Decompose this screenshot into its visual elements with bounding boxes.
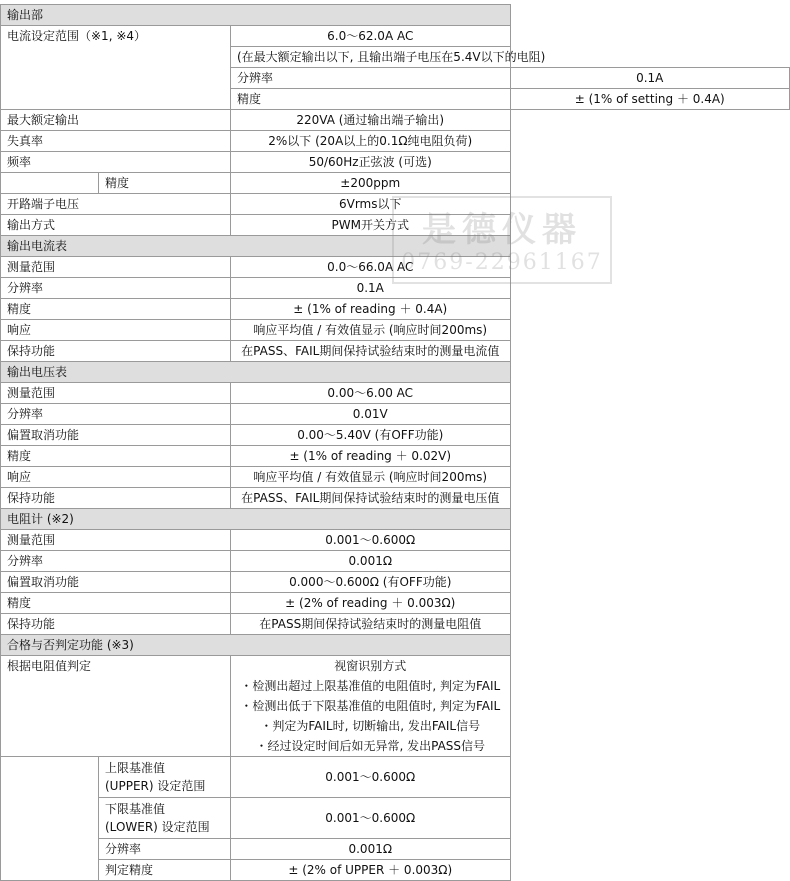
spec-row [1, 383, 790, 404]
row-value: 0.001～0.600Ω [231, 757, 511, 798]
row-value: 0.1A [231, 278, 511, 299]
section-title: 合格与否判定功能 (※3) [1, 635, 511, 656]
row-value: 在PASS期间保持试验结束时的测量电阻值 [231, 614, 511, 635]
row-label: 响应 [1, 320, 231, 341]
spec-row [1, 614, 790, 635]
judgment-line: ・判定为FAIL时, 切断输出, 发出FAIL信号 [260, 719, 481, 733]
row-label: 精度 [1, 299, 231, 320]
spec-row [1, 341, 790, 362]
section-ammeter-header [1, 236, 790, 257]
row-value: 6Vrms以下 [231, 194, 511, 215]
row-label: 分辨率 [1, 404, 231, 425]
section-ohmmeter-header [1, 509, 790, 530]
row-label: 测量范围 [1, 257, 231, 278]
row-value: 0.001～0.600Ω [231, 798, 511, 839]
spec-row [1, 860, 790, 881]
spec-row [1, 194, 790, 215]
spec-row [1, 467, 790, 488]
row-label: 测量范围 [1, 530, 231, 551]
section-voltmeter-header [1, 362, 790, 383]
row-label: 保持功能 [1, 341, 231, 362]
spec-row [1, 278, 790, 299]
row-value: 在PASS、FAIL期间保持试验结束时的测量电流值 [231, 341, 511, 362]
judgment-line: 视窗识别方式 [334, 659, 407, 673]
spec-row [1, 131, 790, 152]
row-label-blank [1, 173, 99, 194]
sub-label: 精度 [231, 89, 511, 110]
row-value: ±200ppm [231, 173, 511, 194]
sub-label: 分辨率 [99, 839, 231, 860]
section-title: 输出部 [1, 5, 511, 26]
sub-label: 判定精度 [99, 860, 231, 881]
row-label: 根据电阻值判定 [1, 656, 231, 757]
section-output-header [1, 5, 790, 26]
row-value: PWM开关方式 [231, 215, 511, 236]
row-value: 0.001Ω [231, 551, 511, 572]
spec-row [1, 656, 790, 757]
spec-row [1, 173, 790, 194]
row-label: 频率 [1, 152, 231, 173]
sub-label: 上限基准值 (UPPER) 设定范围 [99, 757, 231, 798]
spec-row [1, 215, 790, 236]
row-value: 50/60Hz正弦波 (可选) [231, 152, 511, 173]
row-value: 220VA (通过输出端子输出) [231, 110, 511, 131]
spec-row [1, 299, 790, 320]
row-label: 精度 [1, 593, 231, 614]
sub-label: 下限基准值 (LOWER) 设定范围 [99, 798, 231, 839]
row-value: 0.0～66.0A AC [231, 257, 511, 278]
spec-row [1, 488, 790, 509]
row-value: 在PASS、FAIL期间保持试验结束时的测量电压值 [231, 488, 511, 509]
row-label: 响应 [1, 467, 231, 488]
row-label: 保持功能 [1, 488, 231, 509]
section-title: 输出电压表 [1, 362, 511, 383]
spec-row [1, 110, 790, 131]
row-label: 偏置取消功能 [1, 572, 231, 593]
row-value: 0.1A [510, 68, 790, 89]
row-label: 偏置取消功能 [1, 425, 231, 446]
row-label: 精度 [1, 446, 231, 467]
row-value: ± (1% of setting ＋ 0.4A) [510, 89, 790, 110]
row-label: 分辨率 [1, 551, 231, 572]
judgment-line: ・检测出超过上限基准值的电阻值时, 判定为FAIL [240, 679, 501, 693]
row-value: 6.0～62.0A AC [231, 26, 511, 47]
row-value: 0.000～0.600Ω (有OFF功能) [231, 572, 511, 593]
sub-label: 精度 [99, 173, 231, 194]
spec-row [1, 798, 790, 839]
row-label: 保持功能 [1, 614, 231, 635]
spec-row [1, 446, 790, 467]
spec-row [1, 551, 790, 572]
watermark-title: 是德仪器 [422, 210, 582, 250]
row-label: 电流设定范围（※1, ※4） [1, 26, 231, 110]
row-value: 0.01V [231, 404, 511, 425]
row-label: 失真率 [1, 131, 231, 152]
row-label: 分辨率 [1, 278, 231, 299]
spec-row [1, 152, 790, 173]
row-label: 开路端子电压 [1, 194, 231, 215]
row-label: 最大额定输出 [1, 110, 231, 131]
spec-table [0, 4, 790, 881]
row-value: ± (2% of UPPER ＋ 0.003Ω) [231, 860, 511, 881]
judgment-description [231, 656, 511, 757]
spec-row [1, 320, 790, 341]
section-title: 电阻计 (※2) [1, 509, 511, 530]
spec-row [1, 26, 790, 47]
row-value: ± (1% of reading ＋ 0.02V) [231, 446, 511, 467]
row-label: 输出方式 [1, 215, 231, 236]
spec-row [1, 530, 790, 551]
section-judgment-header [1, 635, 790, 656]
spec-row [1, 404, 790, 425]
row-value: 0.00～5.40V (有OFF功能) [231, 425, 511, 446]
row-value: 0.00～6.00 AC [231, 383, 511, 404]
watermark-phone: 0769-22961167 [401, 250, 603, 275]
row-value: ± (2% of reading ＋ 0.003Ω) [231, 593, 511, 614]
row-value: 响应平均值 / 有效值显示 (响应时间200ms) [231, 467, 511, 488]
judgment-line: ・检测出低于下限基准值的电阻值时, 判定为FAIL [240, 699, 501, 713]
row-note: (在最大额定输出以下, 且输出端子电压在5.4V以下的电阻) [231, 47, 511, 68]
spec-row [1, 257, 790, 278]
row-value: 2%以下 (20A以上的0.1Ω纯电阻负荷) [231, 131, 511, 152]
sub-label: 分辨率 [231, 68, 511, 89]
spec-row [1, 593, 790, 614]
row-value: 0.001Ω [231, 839, 511, 860]
spec-row [1, 425, 790, 446]
row-value: 0.001～0.600Ω [231, 530, 511, 551]
row-value: 响应平均值 / 有效值显示 (响应时间200ms) [231, 320, 511, 341]
section-title: 输出电流表 [1, 236, 511, 257]
row-value: ± (1% of reading ＋ 0.4A) [231, 299, 511, 320]
spec-row [1, 757, 790, 798]
row-label: 测量范围 [1, 383, 231, 404]
judgment-line: ・经过设定时间后如无异常, 发出PASS信号 [255, 739, 486, 753]
row-label-blank [1, 757, 99, 881]
spec-row [1, 572, 790, 593]
spec-row [1, 839, 790, 860]
